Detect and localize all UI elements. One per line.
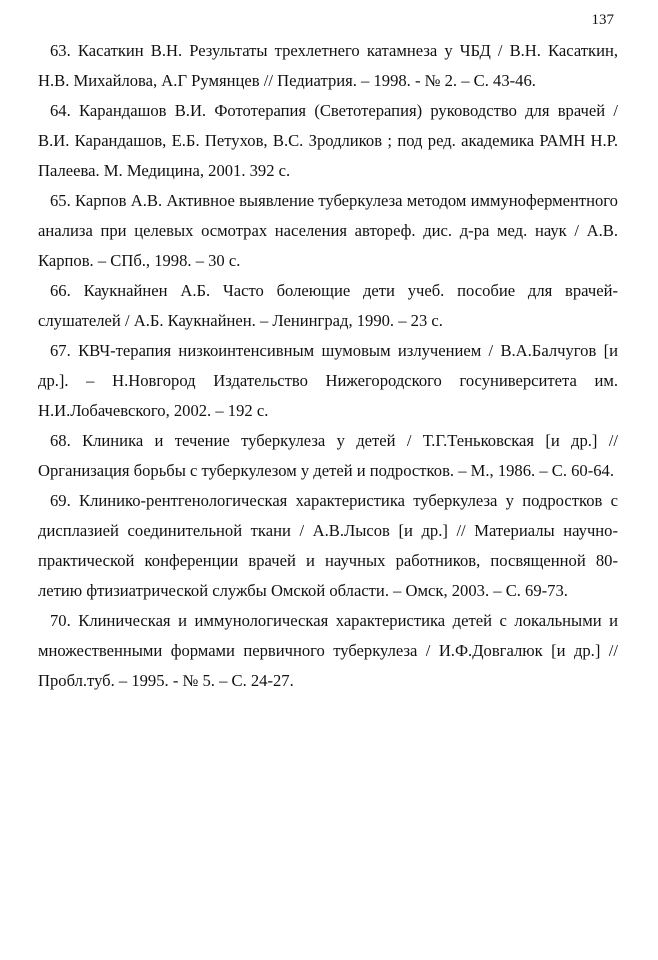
reference-text: Клинико-рентгенологическая характеристика туберкулеза у подростков с дисплазией соединительной ткани / А.В.Лысов [и др.] // Материалы научно-практической конференции врачей и научных работников, посвященной 80-летию фтизиатрической службы Омской области. – Омск, 2003. – С. 69-73.	[38, 491, 618, 600]
reference-number: 66.	[50, 281, 71, 300]
reference-number: 67.	[50, 341, 71, 360]
reference-item	[38, 36, 618, 96]
reference-item	[38, 606, 618, 696]
reference-number: 65.	[50, 191, 71, 210]
reference-number: 69.	[50, 491, 71, 510]
reference-text: Касаткин В.Н. Результаты трехлетнего катамнеза у ЧБД / В.Н. Касаткин, Н.В. Михайлова, А.Г Румянцев // Педиатрия. – 1998. - № 2. – С. 43-46.	[38, 41, 618, 90]
reference-item	[38, 486, 618, 606]
reference-text: КВЧ-терапия низкоинтенсивным шумовым излучением / В.А.Балчугов [и др.]. – Н.Новгород Издательство Нижегородского госуниверситета им. Н.И.Лобачевского, 2002. – 192 с.	[38, 341, 618, 420]
reference-text: Каукнайнен А.Б. Часто болеющие дети учеб. пособие для врачей-слушателей / А.Б. Каукнайнен. – Ленинград, 1990. – 23 с.	[38, 281, 618, 330]
reference-item	[38, 426, 618, 486]
reference-text: Клиническая и иммунологическая характеристика детей с локальными и множественными формами первичного туберкулеза / И.Ф.Довгалюк [и др.] // Пробл.туб. – 1995. - № 5. – С. 24-27.	[38, 611, 618, 690]
reference-number: 70.	[50, 611, 71, 630]
reference-item	[38, 96, 618, 186]
reference-item	[38, 186, 618, 276]
reference-text: Клиника и течение туберкулеза у детей / Т.Г.Теньковская [и др.] // Организация борьбы с туберкулезом у детей и подростков. – М., 1986. – С. 60-64.	[38, 431, 618, 480]
reference-number: 68.	[50, 431, 71, 450]
reference-item	[38, 276, 618, 336]
reference-item	[38, 336, 618, 426]
reference-text: Карпов А.В. Активное выявление туберкулеза методом иммуноферментного анализа при целевых осмотрах населения автореф. дис. д-ра мед. наук / А.В. Карпов. – СПб., 1998. – 30 с.	[38, 191, 618, 270]
reference-number: 64.	[50, 101, 71, 120]
page-number: 137	[591, 12, 614, 28]
reference-number: 63.	[50, 41, 71, 60]
reference-list	[38, 36, 618, 696]
reference-text: Карандашов В.И. Фототерапия (Светотерапия) руководство для врачей / В.И. Карандашов, Е.Б. Петухов, В.С. Зродликов ; под ред. академика РАМН Н.Р. Палеева. М. Медицина, 2001. 392 с.	[38, 101, 618, 180]
